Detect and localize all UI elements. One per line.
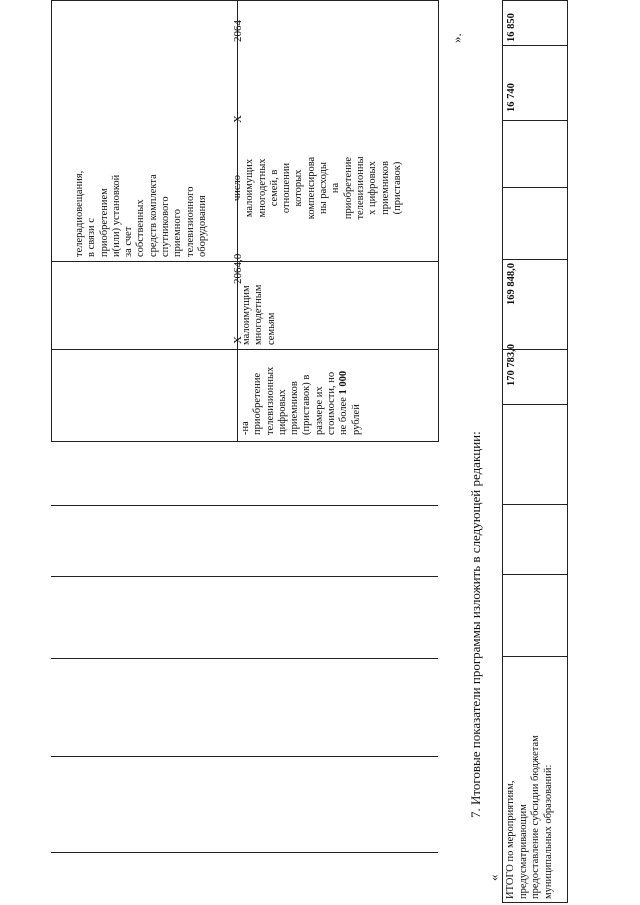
row2-x-mark: X <box>232 336 244 344</box>
row2-recipients: малоимущим многодетным семьям <box>241 284 277 345</box>
summary-total-1: 170 783,0 <box>506 344 517 386</box>
table-col-line <box>51 261 438 262</box>
row2-x-mark-2: X <box>232 115 244 123</box>
table-col-line <box>51 852 438 853</box>
row2-value: 2064,0 <box>232 253 244 284</box>
table-col-line <box>51 576 438 577</box>
table-col-line <box>51 0 438 1</box>
row2-measure-amount: 1 000 <box>338 370 350 395</box>
row2-count: 2064 <box>232 20 244 42</box>
summary-col-line <box>502 259 568 260</box>
row2-measure-unit: рублей <box>350 404 362 435</box>
summary-col-line <box>502 404 568 405</box>
table-col-line <box>51 658 438 659</box>
summary-col-line <box>502 504 568 505</box>
summary-count-2: 16 850 <box>506 13 517 42</box>
summary-label: ИТОГО по мероприятиям, предусматривающим предоставление субсидии бюджетам муниципальных образований: <box>505 735 554 899</box>
summary-count-1: 16 740 <box>506 83 517 112</box>
opening-quote: « <box>486 874 501 881</box>
summary-border-top <box>502 0 503 903</box>
summary-col-line <box>502 120 568 121</box>
summary-col-line <box>502 574 568 575</box>
row2-measure <box>240 355 363 435</box>
table-col-line <box>51 505 438 506</box>
closing-quote: ». <box>449 33 464 43</box>
summary-col-line <box>502 187 568 188</box>
table-col-line <box>51 756 438 757</box>
row2-indicator: число малоимущих многодетных семей, в отношении которых компенсирова ны расходы на приобретение телевизионны х цифровых приемников (приставок) <box>232 156 403 220</box>
summary-col-line <box>502 45 568 46</box>
section-7-heading: 7. Итоговые показатели программы изложить в следующей редакции: <box>468 431 483 818</box>
table-border-top <box>51 0 52 442</box>
table-col-line <box>51 349 438 350</box>
row2-measure-text: -на приобретение телевизионных цифровых приемников (приставок) в размере их стоимости, но не более <box>240 366 350 435</box>
table-border-bottom <box>438 0 439 442</box>
summary-col-line <box>502 656 568 657</box>
summary-col-line <box>502 902 568 903</box>
summary-col-line <box>502 0 568 1</box>
summary-border-bottom <box>567 0 568 903</box>
row1-description: телерадиовещания, в связи с приобретением и(или) установкой за счет собственных средств комплекта спутникового приемного телевизионного оборудования <box>74 170 208 257</box>
summary-total-2: 169 848,0 <box>506 263 517 305</box>
table-col-line <box>51 441 438 442</box>
